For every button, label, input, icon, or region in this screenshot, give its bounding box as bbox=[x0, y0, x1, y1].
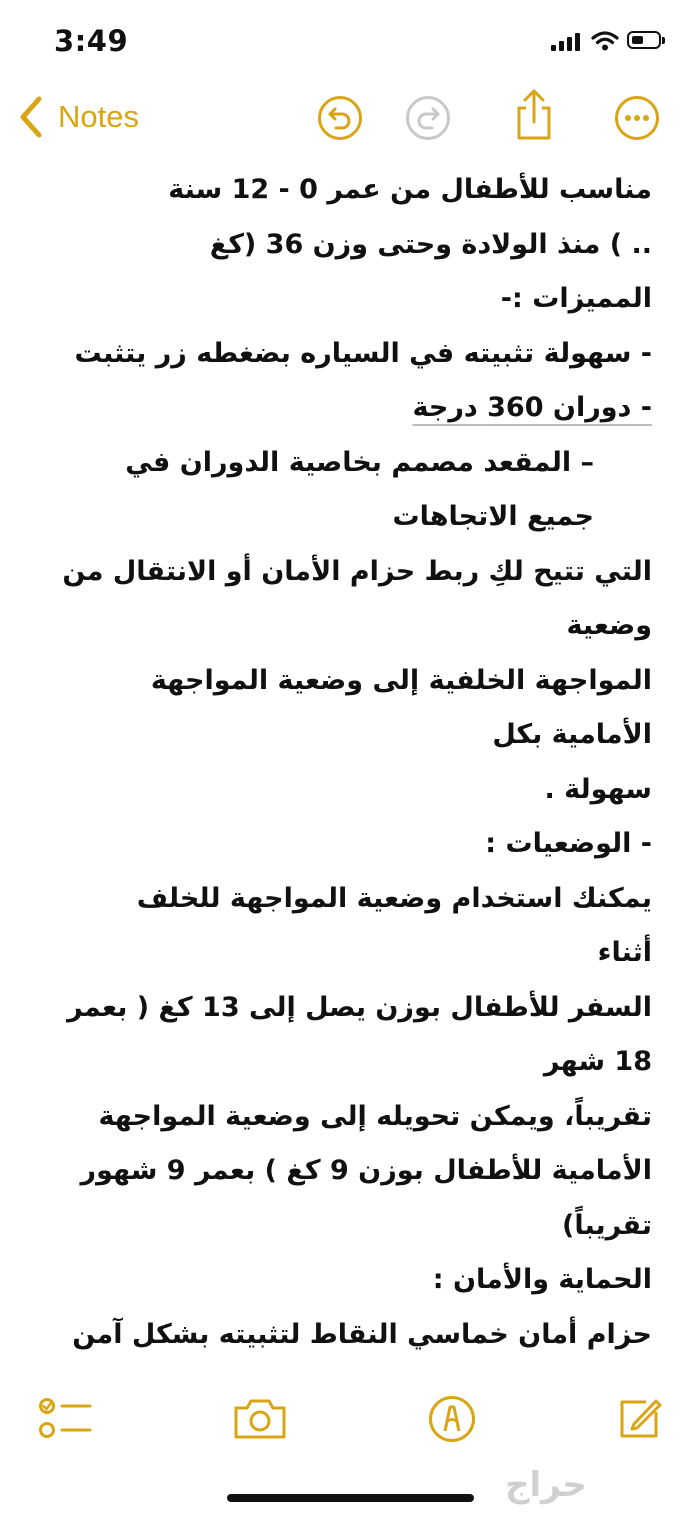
wifi-icon bbox=[591, 31, 619, 51]
note-line: - الوضعيات : bbox=[485, 828, 652, 859]
note-line: وضعية bbox=[566, 610, 652, 641]
markup-icon[interactable] bbox=[427, 1394, 477, 1444]
watermark: حراج bbox=[505, 1465, 587, 1505]
note-body[interactable] bbox=[40, 163, 652, 1378]
detected-data-link[interactable]: - دوران 360 درجة bbox=[412, 392, 652, 423]
note-line: سهولة . bbox=[544, 773, 652, 805]
note-line bbox=[40, 381, 652, 436]
back-label: Notes bbox=[58, 99, 139, 134]
note-line: .. ) منذ الولادة وحتى وزن 36 (كغ bbox=[209, 228, 652, 260]
note-line: المواجهة الخلفية إلى وضعية المواجهة bbox=[150, 664, 652, 696]
note-line: الأمامية للأطفال بوزن 9 كغ ) بعمر 9 شهور bbox=[80, 1155, 652, 1186]
note-line: مناسب للأطفال من عمر 0 - 12 سنة bbox=[168, 174, 652, 205]
chevron-left-icon bbox=[18, 95, 44, 139]
undo-icon[interactable] bbox=[316, 94, 364, 142]
redo-icon[interactable] bbox=[404, 94, 452, 142]
note-line: جميع الاتجاهات bbox=[392, 501, 594, 532]
note-line: أثناء bbox=[597, 937, 652, 968]
back-button[interactable] bbox=[18, 94, 139, 140]
note-line: يمكنك استخدام وضعية المواجهة للخلف bbox=[136, 882, 652, 914]
camera-icon[interactable] bbox=[231, 1396, 289, 1442]
share-icon[interactable] bbox=[512, 88, 556, 142]
status-time: 3:49 bbox=[54, 24, 129, 58]
note-line: – المقعد مصمم بخاصية الدوران في bbox=[125, 446, 594, 478]
battery-icon bbox=[627, 31, 661, 49]
compose-icon[interactable] bbox=[616, 1396, 664, 1442]
more-icon[interactable] bbox=[613, 94, 661, 142]
note-line: الأمامية بكل bbox=[492, 719, 652, 750]
nav-bar bbox=[0, 86, 700, 152]
note-line: تقريباً) bbox=[561, 1209, 652, 1241]
note-line: المميزات :- bbox=[500, 283, 652, 314]
cellular-signal-icon bbox=[551, 33, 581, 51]
status-bar bbox=[0, 0, 700, 80]
note-line: - سهولة تثبيته في السياره بضغطه زر يتثبت bbox=[74, 337, 652, 369]
note-line: السفر للأطفال بوزن يصل إلى 13 كغ ( بعمر bbox=[67, 991, 652, 1023]
checklist-icon[interactable] bbox=[38, 1396, 92, 1442]
note-line: الحماية والأمان : bbox=[432, 1264, 652, 1295]
note-line: تقريباً، ويمكن تحويله إلى وضعية المواجهة bbox=[98, 1100, 652, 1132]
note-line: حزام أمان خماسي النقاط لتثبيته بشكل آمن bbox=[72, 1318, 652, 1350]
note-line: التي تتيح لكِ ربط حزام الأمان أو الانتقال من bbox=[62, 555, 652, 587]
bottom-toolbar bbox=[0, 1392, 700, 1452]
home-indicator[interactable] bbox=[227, 1494, 474, 1502]
note-line: 18 شهر bbox=[543, 1046, 652, 1077]
